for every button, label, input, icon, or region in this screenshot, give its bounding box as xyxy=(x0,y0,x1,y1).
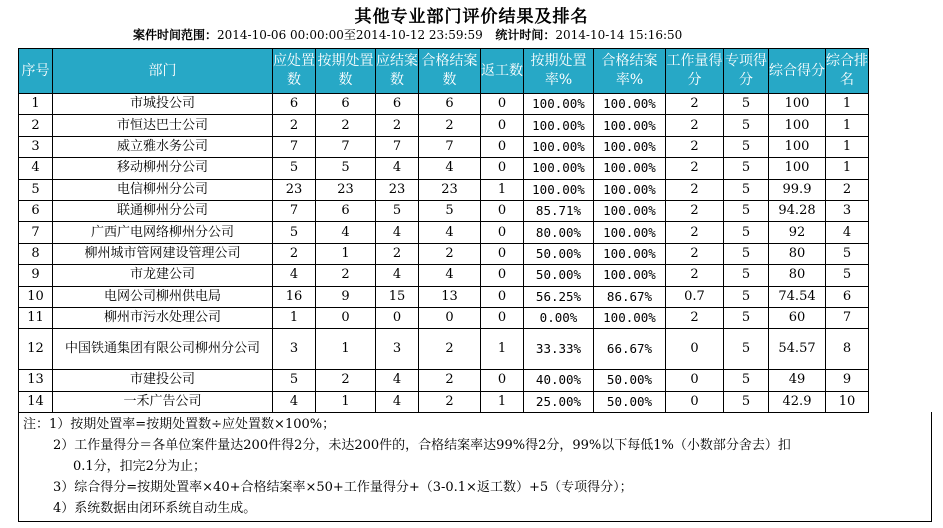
table-cell: 100.00% xyxy=(594,307,666,328)
department-cell: 市恒达巴士公司 xyxy=(53,115,273,136)
table-cell: 13 xyxy=(19,370,53,391)
column-header: 合格结案数 xyxy=(419,49,481,94)
table-cell: 0 xyxy=(481,158,524,179)
table-cell: 2 xyxy=(273,115,316,136)
table-cell: 100.00% xyxy=(594,243,666,264)
table-cell: 2 xyxy=(419,243,481,264)
table-cell: 2 xyxy=(419,370,481,391)
table-cell: 4 xyxy=(376,222,419,243)
table-cell: 1 xyxy=(316,243,376,264)
table-cell: 12 xyxy=(19,329,53,370)
column-header: 返工数 xyxy=(481,49,524,94)
table-cell: 6 xyxy=(316,94,376,115)
table-cell: 4 xyxy=(316,222,376,243)
table-cell: 54.57 xyxy=(769,329,826,370)
table-cell: 2 xyxy=(826,179,869,200)
table-cell: 7 xyxy=(273,200,316,221)
table-cell: 8 xyxy=(826,329,869,370)
table-cell: 100 xyxy=(769,94,826,115)
table-cell: 6 xyxy=(376,94,419,115)
table-cell: 5 xyxy=(273,370,316,391)
table-row xyxy=(19,265,869,286)
table-cell: 0 xyxy=(481,370,524,391)
table-cell: 4 xyxy=(419,158,481,179)
table-cell: 23 xyxy=(376,179,419,200)
table-cell: 5 xyxy=(316,158,376,179)
department-cell: 联通柳州分公司 xyxy=(53,200,273,221)
table-cell: 60 xyxy=(769,307,826,328)
department-cell: 柳州市污水处理公司 xyxy=(53,307,273,328)
table-cell: 5 xyxy=(724,179,769,200)
table-cell: 5 xyxy=(724,158,769,179)
table-cell: 0 xyxy=(666,329,724,370)
table-cell: 9 xyxy=(316,286,376,307)
table-cell: 1 xyxy=(273,307,316,328)
table-cell: 5 xyxy=(419,200,481,221)
table-cell: 100.00% xyxy=(524,179,594,200)
table-cell: 100.00% xyxy=(594,94,666,115)
table-cell: 2 xyxy=(419,115,481,136)
table-row xyxy=(19,329,869,370)
table-cell: 4 xyxy=(376,265,419,286)
table-row xyxy=(19,370,869,391)
table-cell: 100.00% xyxy=(524,158,594,179)
table-cell: 5 xyxy=(376,200,419,221)
table-cell: 6 xyxy=(316,200,376,221)
table-cell: 56.25% xyxy=(524,286,594,307)
table-cell: 7 xyxy=(826,307,869,328)
table-cell: 5 xyxy=(724,391,769,412)
table-cell: 100.00% xyxy=(594,158,666,179)
table-cell: 5 xyxy=(724,222,769,243)
note-line: 3）综合得分=按期处置率×40+合格结案率×50+工作量得分+（3-0.1×返工数）+5（专项得分）； xyxy=(53,480,633,495)
table-cell: 49 xyxy=(769,370,826,391)
column-header: 工作量得分 xyxy=(666,49,724,94)
table-cell: 2 xyxy=(19,115,53,136)
table-cell: 50.00% xyxy=(524,265,594,286)
department-cell: 中国铁通集团有限公司柳州分公司 xyxy=(53,329,273,370)
table-cell: 100.00% xyxy=(524,115,594,136)
column-header: 序号 xyxy=(19,49,53,94)
report-meta xyxy=(133,26,682,43)
table-cell: 23 xyxy=(273,179,316,200)
table-cell: 13 xyxy=(419,286,481,307)
table-cell: 6 xyxy=(826,286,869,307)
range-value: 2014-10-06 00:00:00至2014-10-12 23:59:59 xyxy=(217,28,483,42)
table-cell: 1 xyxy=(826,136,869,157)
note-line: 2）工作量得分＝各单位案件量达200件得2分，未达200件的，合格结案率达99%得2分，99%以下每低1%（小数部分舍去）扣 xyxy=(53,438,791,453)
table-cell: 23 xyxy=(316,179,376,200)
table-cell: 2 xyxy=(666,307,724,328)
table-cell: 7 xyxy=(316,136,376,157)
table-cell: 14 xyxy=(19,391,53,412)
table-cell: 0 xyxy=(316,307,376,328)
table-cell: 2 xyxy=(316,115,376,136)
table-cell: 5 xyxy=(826,243,869,264)
table-cell: 3 xyxy=(273,329,316,370)
table-cell: 100.00% xyxy=(594,115,666,136)
table-cell: 5 xyxy=(724,370,769,391)
table-cell: 1 xyxy=(481,179,524,200)
table-cell: 99.9 xyxy=(769,179,826,200)
table-row xyxy=(19,136,869,157)
table-row xyxy=(19,391,869,412)
table-cell: 0 xyxy=(481,94,524,115)
table-cell: 6 xyxy=(19,200,53,221)
table-cell: 3 xyxy=(19,136,53,157)
department-cell: 移动柳州分公司 xyxy=(53,158,273,179)
table-cell: 2 xyxy=(666,243,724,264)
table-cell: 10 xyxy=(826,391,869,412)
table-cell: 15 xyxy=(376,286,419,307)
table-cell: 2 xyxy=(666,265,724,286)
table-cell: 16 xyxy=(273,286,316,307)
table-cell: 7 xyxy=(19,222,53,243)
table-cell: 1 xyxy=(826,94,869,115)
column-header: 合格结案率% xyxy=(594,49,666,94)
table-cell: 100 xyxy=(769,115,826,136)
table-cell: 6 xyxy=(419,94,481,115)
table-cell: 0 xyxy=(481,200,524,221)
note-line: 4）系统数据由闭环系统自动生成。 xyxy=(53,501,257,516)
note-line: 0.1分，扣完2分为止； xyxy=(73,459,206,474)
table-row xyxy=(19,222,869,243)
department-cell: 市城投公司 xyxy=(53,94,273,115)
table-cell: 5 xyxy=(19,179,53,200)
table-cell: 80 xyxy=(769,243,826,264)
range-label: 案件时间范围： xyxy=(133,28,218,42)
table-cell: 0 xyxy=(481,222,524,243)
note-line: 注：1）按期处置率=按期处置数÷应处置数×100%； xyxy=(23,417,336,432)
table-row xyxy=(19,179,869,200)
column-header: 专项得分 xyxy=(724,49,769,94)
table-cell: 0 xyxy=(481,265,524,286)
department-cell: 电网公司柳州供电局 xyxy=(53,286,273,307)
column-header: 应处置数 xyxy=(273,49,316,94)
ranking-table xyxy=(18,48,869,413)
table-cell: 4 xyxy=(376,370,419,391)
table-cell: 10 xyxy=(19,286,53,307)
table-cell: 4 xyxy=(826,222,869,243)
table-cell: 0.00% xyxy=(524,307,594,328)
table-row xyxy=(19,200,869,221)
department-cell: 市建投公司 xyxy=(53,370,273,391)
column-header: 按期处置率% xyxy=(524,49,594,94)
stat-label: 统计时间： xyxy=(495,28,556,42)
table-cell: 1 xyxy=(19,94,53,115)
table-cell: 2 xyxy=(666,179,724,200)
table-body xyxy=(19,94,869,413)
table-cell: 5 xyxy=(724,200,769,221)
column-header: 应结案数 xyxy=(376,49,419,94)
table-cell: 85.71% xyxy=(524,200,594,221)
table-cell: 80 xyxy=(769,265,826,286)
table-cell: 0 xyxy=(376,307,419,328)
table-cell: 2 xyxy=(376,243,419,264)
table-row xyxy=(19,94,869,115)
department-cell: 广西广电网络柳州分公司 xyxy=(53,222,273,243)
table-cell: 5 xyxy=(724,265,769,286)
table-cell: 2 xyxy=(666,222,724,243)
table-cell: 23 xyxy=(419,179,481,200)
stat-value: 2014-10-14 15:16:50 xyxy=(555,28,683,42)
table-cell: 100.00% xyxy=(524,136,594,157)
table-cell: 2 xyxy=(316,370,376,391)
table-cell: 1 xyxy=(316,391,376,412)
table-cell: 5 xyxy=(724,243,769,264)
table-cell: 100.00% xyxy=(594,136,666,157)
department-cell: 柳州城市管网建设管理公司 xyxy=(53,243,273,264)
table-cell: 7 xyxy=(376,136,419,157)
table-cell: 5 xyxy=(724,286,769,307)
department-cell: 一禾广告公司 xyxy=(53,391,273,412)
table-cell: 25.00% xyxy=(524,391,594,412)
table-cell: 100.00% xyxy=(594,179,666,200)
table-cell: 100 xyxy=(769,158,826,179)
table-cell: 42.9 xyxy=(769,391,826,412)
table-cell: 5 xyxy=(724,307,769,328)
table-cell: 4 xyxy=(376,158,419,179)
table-cell: 2 xyxy=(666,115,724,136)
table-row xyxy=(19,158,869,179)
table-cell: 50.00% xyxy=(594,370,666,391)
table-cell: 2 xyxy=(666,158,724,179)
column-header: 综合得分 xyxy=(769,49,826,94)
table-cell: 5 xyxy=(724,329,769,370)
column-header: 综合排名 xyxy=(826,49,869,94)
table-cell: 100 xyxy=(769,136,826,157)
table-cell: 2 xyxy=(316,265,376,286)
table-cell: 5 xyxy=(273,222,316,243)
table-cell: 5 xyxy=(273,158,316,179)
table-cell: 2 xyxy=(666,136,724,157)
table-row xyxy=(19,307,869,328)
table-cell: 3 xyxy=(826,200,869,221)
table-cell: 100.00% xyxy=(524,94,594,115)
table-cell: 2 xyxy=(273,243,316,264)
table-cell: 2 xyxy=(419,329,481,370)
table-cell: 2 xyxy=(376,115,419,136)
table-row xyxy=(19,243,869,264)
table-cell: 1 xyxy=(826,115,869,136)
table-cell: 50.00% xyxy=(524,243,594,264)
table-cell: 1 xyxy=(826,158,869,179)
table-cell: 7 xyxy=(273,136,316,157)
table-cell: 4 xyxy=(419,222,481,243)
table-cell: 0 xyxy=(666,391,724,412)
table-cell: 11 xyxy=(19,307,53,328)
table-cell: 0 xyxy=(419,307,481,328)
department-cell: 市龙建公司 xyxy=(53,265,273,286)
table-cell: 1 xyxy=(316,329,376,370)
table-cell: 0 xyxy=(481,307,524,328)
table-cell: 0 xyxy=(481,136,524,157)
table-cell: 6 xyxy=(273,94,316,115)
table-cell: 4 xyxy=(376,391,419,412)
table-cell: 4 xyxy=(19,158,53,179)
table-row xyxy=(19,286,869,307)
table-cell: 7 xyxy=(419,136,481,157)
table-cell: 40.00% xyxy=(524,370,594,391)
column-header: 部门 xyxy=(53,49,273,94)
table-cell: 92 xyxy=(769,222,826,243)
table-cell: 5 xyxy=(724,94,769,115)
table-cell: 1 xyxy=(481,329,524,370)
table-cell: 2 xyxy=(666,200,724,221)
table-cell: 5 xyxy=(724,115,769,136)
table-cell: 0 xyxy=(481,286,524,307)
table-cell: 86.67% xyxy=(594,286,666,307)
table-cell: 2 xyxy=(666,94,724,115)
table-cell: 9 xyxy=(826,370,869,391)
report-title: 其他专业部门评价结果及排名 xyxy=(354,7,589,27)
table-cell: 0 xyxy=(481,115,524,136)
table-cell: 100.00% xyxy=(594,222,666,243)
table-cell: 94.28 xyxy=(769,200,826,221)
department-cell: 威立雅水务公司 xyxy=(53,136,273,157)
table-row xyxy=(19,115,869,136)
table-cell: 3 xyxy=(376,329,419,370)
column-header: 按期处置数 xyxy=(316,49,376,94)
table-cell: 100.00% xyxy=(594,265,666,286)
table-cell: 5 xyxy=(724,136,769,157)
table-cell: 80.00% xyxy=(524,222,594,243)
table-cell: 4 xyxy=(273,265,316,286)
table-cell: 5 xyxy=(826,265,869,286)
department-cell: 电信柳州分公司 xyxy=(53,179,273,200)
table-cell: 2 xyxy=(419,391,481,412)
table-cell: 0 xyxy=(666,370,724,391)
table-cell: 4 xyxy=(419,265,481,286)
table-cell: 74.54 xyxy=(769,286,826,307)
table-cell: 0.7 xyxy=(666,286,724,307)
table-cell: 9 xyxy=(19,265,53,286)
table-cell: 66.67% xyxy=(594,329,666,370)
table-cell: 8 xyxy=(19,243,53,264)
table-cell: 4 xyxy=(273,391,316,412)
notes-section xyxy=(18,412,932,522)
table-cell: 0 xyxy=(481,243,524,264)
table-cell: 50.00% xyxy=(594,391,666,412)
table-cell: 33.33% xyxy=(524,329,594,370)
header-row xyxy=(19,49,869,94)
table-cell: 100.00% xyxy=(594,200,666,221)
table-cell: 1 xyxy=(481,391,524,412)
